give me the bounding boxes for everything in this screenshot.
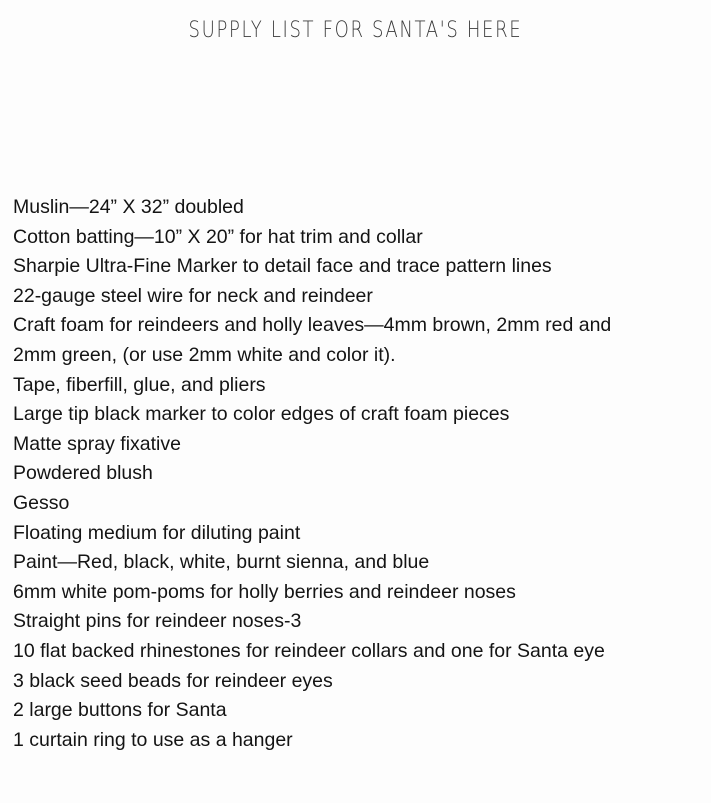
list-item: Muslin—24” X 32” doubled xyxy=(13,196,244,218)
list-item: Matte spray fixative xyxy=(13,432,181,455)
list-item: Cotton batting—10” X 20” for hat trim and collar xyxy=(13,225,423,248)
list-item: Sharpie Ultra-Fine Marker to detail face and trace pattern lines xyxy=(13,255,552,278)
list-item: Craft foam for reindeers and holly leaves—4mm brown, 2mm red and xyxy=(13,314,612,337)
list-item: 3 black seed beads for reindeer eyes xyxy=(13,669,333,692)
list-item: Powdered blush xyxy=(13,462,153,485)
supply-list xyxy=(13,193,708,755)
list-item-continuation: 2mm green, (or use 2mm white and color it). xyxy=(13,343,396,366)
list-item: 1 curtain ring to use as a hanger xyxy=(13,728,293,751)
list-item: Large tip black marker to color edges of craft foam pieces xyxy=(13,403,510,426)
document-title: SUPPLY LIST FOR SANTA'S HERE xyxy=(188,18,523,43)
list-item: Tape, fiberfill, glue, and pliers xyxy=(13,373,266,396)
list-item: 6mm white pom-poms for holly berries and reindeer noses xyxy=(13,580,516,603)
list-item: 22-gauge steel wire for neck and reindeer xyxy=(13,284,373,307)
list-item: 2 large buttons for Santa xyxy=(13,699,227,722)
list-item: Straight pins for reindeer noses-3 xyxy=(13,610,302,633)
list-item: Floating medium for diluting paint xyxy=(13,521,301,544)
list-item: Paint—Red, black, white, burnt sienna, and blue xyxy=(13,551,430,574)
list-item: Gesso xyxy=(13,491,70,514)
list-item: 10 flat backed rhinestones for reindeer collars and one for Santa eye xyxy=(13,639,605,662)
